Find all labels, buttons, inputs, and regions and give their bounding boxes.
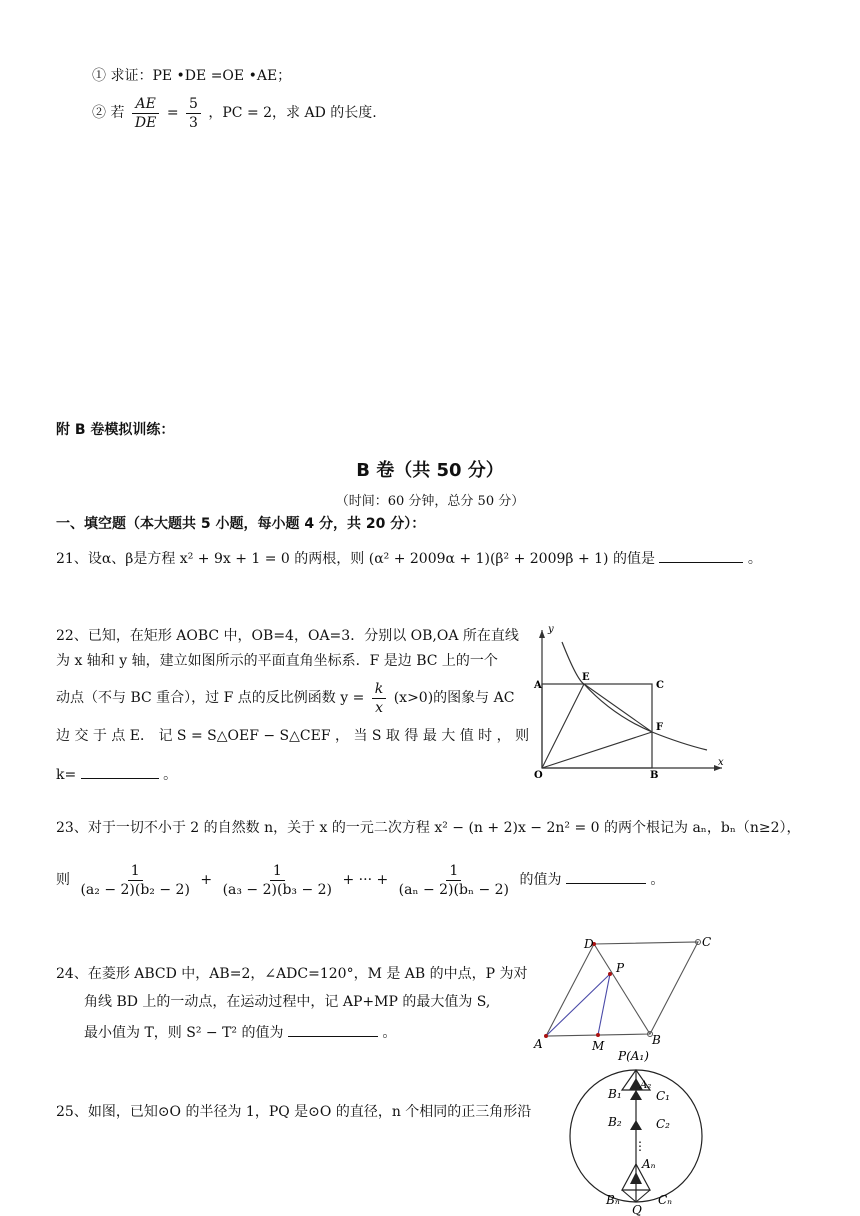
q22-line-5 <box>56 764 177 785</box>
q24-rhombus-figure <box>530 934 720 1054</box>
q24-line-1: 24、在菱形 ABCD 中，AB=2，∠ADC=120°，M 是 AB 的中点，P 为对 <box>56 966 528 982</box>
q23-end: 。 <box>650 872 665 888</box>
label-a: A <box>534 1037 543 1051</box>
arrow-2 <box>630 1090 642 1100</box>
point-p <box>608 972 612 976</box>
label-f: F <box>656 722 664 733</box>
label-bn: Bₙ <box>606 1193 620 1207</box>
label-c: C <box>702 935 712 949</box>
segment-bn-q <box>622 1190 636 1202</box>
item2-fraction-5-3: $\frac{5}{3}$ <box>186 95 201 132</box>
q23-term-n: $\frac{1}{\text{(aₙ − 2)(bₙ − 2)}}$ <box>398 862 510 898</box>
q23-plus: + <box>200 872 213 888</box>
label-p: P <box>616 961 625 975</box>
q22-line-3 <box>56 676 514 720</box>
q23-answer-blank <box>566 869 646 884</box>
q21-end: 。 <box>747 551 762 567</box>
label-q: Q <box>632 1203 642 1216</box>
item2-prefix: ② 若 <box>92 105 125 121</box>
appendix-title: 附 B 卷模拟训练： <box>56 422 175 438</box>
q22-fraction-k-x: $\frac{k}{x}$ <box>372 680 386 717</box>
q24-line-2: 角线 BD 上的一动点，在运动过程中，记 AP+MP 的最大值为 S, <box>84 994 491 1010</box>
label-d: D <box>584 937 594 951</box>
q23-term-2: $\frac{1}{\text{(a₃ − 2)(b₃ − 2)}}$ <box>222 862 333 898</box>
q23-suffix: 的值为 <box>519 872 562 888</box>
b-paper-subtitle: （时间：60 分钟，总分 50 分） <box>335 494 525 509</box>
arrow-3 <box>630 1120 642 1130</box>
q24-answer-blank <box>288 1022 378 1037</box>
q21-text: 21、设α、β是方程 x² + 9x + 1 = 0 的两根，则 (α² + 2009α + 1)(β² + 2009β + 1) 的值是 <box>56 551 655 567</box>
label-a2: A₂ <box>640 1080 652 1091</box>
label-c: C <box>656 680 664 691</box>
label-b: B <box>650 770 659 780</box>
label-b1: B₁ <box>608 1087 622 1101</box>
q24-line-3 <box>84 1022 396 1043</box>
q22-line-1: 22、已知，在矩形 AOBC 中，OB=4，OA=3．分别以 OB,OA 所在直线 <box>56 628 519 644</box>
b-paper-title: B 卷（共 50 分） <box>356 460 504 481</box>
q23-term-1: $\frac{1}{\text{(a₂ − 2)(b₂ − 2)}}$ <box>80 862 190 898</box>
hyperbola-curve <box>562 642 707 750</box>
q24-line-3-text: 最小值为 T，则 S² − T² 的值为 <box>84 1025 284 1041</box>
label-b2: B₂ <box>608 1115 622 1129</box>
label-p-a1: P(A₁) <box>618 1049 649 1063</box>
q23-line-2 <box>56 858 664 902</box>
q23-dots: + ··· + <box>342 872 389 888</box>
segment-of <box>542 732 652 768</box>
label-c1: C₁ <box>656 1089 670 1103</box>
point-m <box>596 1033 600 1037</box>
q24-end: 。 <box>382 1025 397 1041</box>
segment-ap <box>546 974 610 1036</box>
q22-k-label: k= <box>56 767 77 783</box>
part-item-1: ① 求证：PE •DE =OE •AE； <box>92 68 292 84</box>
question-21 <box>56 548 762 569</box>
q23-prefix: 则 <box>56 872 70 888</box>
q25-line-1: 25、如图，已知⊙O 的半径为 1，PQ 是⊙O 的直径，n 个相同的正三角形沿 <box>56 1104 532 1120</box>
q21-answer-blank <box>659 548 743 563</box>
y-axis-arrow <box>539 630 545 638</box>
q22-answer-blank <box>81 764 159 779</box>
label-e: E <box>582 672 590 683</box>
label-c2: C₂ <box>656 1117 670 1131</box>
q22-end: 。 <box>163 767 178 783</box>
q22-line-4: 边 交 于 点 E． 记 S = S△OEF − S△CEF ， 当 S 取 得 最 大 值 时 ， 则 <box>56 728 530 744</box>
q22-line-3b: (x>0)的图象与 AC <box>393 690 515 706</box>
label-an: Aₙ <box>642 1157 656 1171</box>
q22-line-2: 为 x 轴和 y 轴，建立如图所示的平面直角坐标系．F 是边 BC 上的一个 <box>56 653 498 669</box>
item2-fraction-ae-de: $\frac{AE}{DE}$ <box>132 95 159 132</box>
label-a: A <box>534 680 542 691</box>
triangle-n-inner <box>630 1172 642 1184</box>
label-b: B <box>652 1033 661 1047</box>
item2-suffix: ，PC = 2，求 AD 的长度. <box>208 105 377 121</box>
label-m: M <box>592 1039 605 1053</box>
part-item-2 <box>92 88 377 138</box>
label-y: y <box>548 624 554 635</box>
item2-equals: = <box>166 105 179 121</box>
q25-circle-figure <box>566 1044 716 1216</box>
q23-line-1: 23、对于一切不小于 2 的自然数 n，关于 x 的一元二次方程 x² − (n + 2)x − 2n² = 0 的两个根记为 aₙ，bₙ（n≥2）， <box>56 820 801 836</box>
q22-line-3a: 动点（不与 BC 重合），过 F 点的反比例函数 y = <box>56 690 365 706</box>
label-o: O <box>534 770 543 780</box>
segment-ef <box>584 684 652 732</box>
point-a <box>544 1034 548 1038</box>
label-x: x <box>718 757 724 768</box>
q22-coordinate-figure <box>522 620 732 780</box>
segment-oe <box>542 684 584 768</box>
label-vdots: ⋮ <box>634 1139 646 1153</box>
label-cn: Cₙ <box>658 1193 673 1207</box>
segment-cn-q <box>636 1190 650 1202</box>
section-1-heading: 一、填空题（本大题共 5 小题，每小题 4 分，共 20 分）： <box>56 516 426 532</box>
diagonal-bd <box>594 944 650 1034</box>
